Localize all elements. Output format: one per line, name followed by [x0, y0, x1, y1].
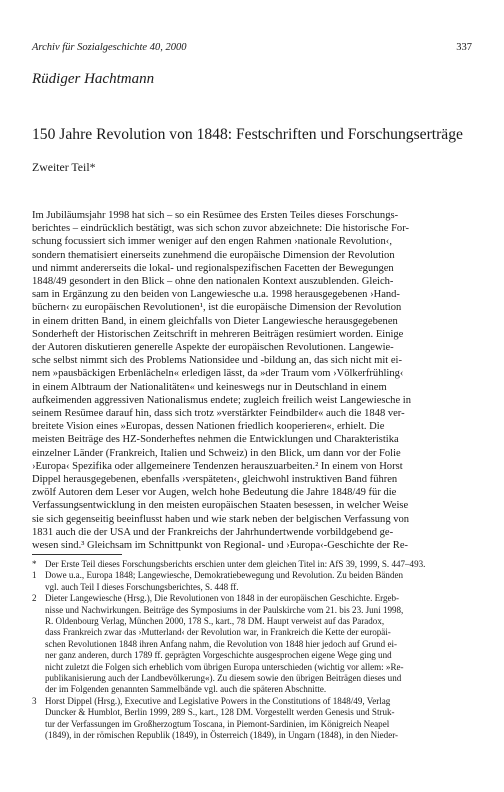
- body-line: seinem Resümee darauf hin, dass sich trotz »verstärkter Feindbilder« auch die 1848 ver-: [32, 408, 405, 420]
- body-line: Im Jubiläumsjahr 1998 hat sich – so ein Resümee des Ersten Teiles dieses Forschungs-: [32, 210, 399, 221]
- footnote-line: [32, 627, 472, 638]
- footnote-text: Horst Dippel (Hrsg.), Executive and Legislative Powers in the Constitutions of 1848/49, Verlag: [45, 695, 391, 706]
- footnote-text: vgl. auch Teil I dieses Forschungsberichtes, S. 448 ff.: [45, 581, 239, 592]
- footnote-marker: *: [32, 559, 37, 569]
- body-line: breitete Vision eines »Europas, dessen Nationen friedlich kooperieren«, erhielt. Die: [32, 421, 385, 433]
- footnote-text: (1849), in der römischen Republik (1849), in Österreich (1849), in Ungarn (1848), in den Nieder-: [45, 730, 399, 741]
- author-name: Rüdiger Hachtmann: [32, 71, 155, 87]
- page-number: 337: [456, 42, 472, 53]
- body-line: sondern thematisiert einerseits zunehmend die europäische Dimension der Revolution: [32, 249, 395, 261]
- footnote-text: Dieter Langewiesche (Hrsg.), Die Revolutionen von 1848 in der europäischen Geschichte. Ergeb-: [45, 593, 400, 604]
- body-paragraph: [32, 209, 472, 552]
- body-line: sam in Ergänzung zu den beiden von Langewiesche u.a. 1998 herausgegebenen ›Hand-: [32, 289, 400, 301]
- footnote-text: Duncker & Humblot, Berlin 1999, 289 S., kart., 128 DM. Vorgestellt werden Genesis und Struk-: [45, 707, 395, 718]
- body-line: in einem dritten Band, in einem gleichfalls von Dieter Langewiesche herausgegebenen: [32, 315, 398, 327]
- body-line: Dippel herausgegebenen, ebenfalls ›verspäteten‹, gleichwohl instruktiven Band führen: [32, 474, 398, 486]
- body-line: schung focussiert sich immer weniger auf den engen Rahmen ›nationale Revolution‹,: [32, 236, 392, 248]
- body-line: zwölf Autoren dem Leser vor Augen, welch hohe Bedeutung die Jahre 1848/49 für die: [32, 487, 397, 499]
- footnote-line: [32, 684, 472, 695]
- article-title: 150 Jahre Revolution von 1848: Festschriften und Forschungserträge: [32, 126, 463, 143]
- footnote-line: [32, 707, 472, 718]
- body-line: 1831 auch die der USA und der Frankreichs der Jahrhundertwende vorbildgebend ge-: [32, 526, 394, 538]
- body-line: sche selbst nimmt sich des Problems Nationsidee und -bildung an, das sich nicht mit ei-: [32, 355, 402, 367]
- footnote-separator: [32, 554, 122, 555]
- footnote-text: nisse und Nachwirkungen. Beiträge des Symposiums in der Paulskirche vom 21. bis 23. Juni 1998,: [45, 604, 404, 615]
- article-subtitle: Zweiter Teil*: [32, 160, 96, 174]
- footnote-line: [32, 616, 472, 627]
- body-line: 1848/49 gesondert in den Blick – ohne den nationalen Kontext auszublenden. Gleich-: [32, 276, 394, 288]
- footnote-text: Dowe u.a., Europa 1848; Langewiesche, Demokratiebewegung und Revolution. Zu beiden Bänden: [45, 570, 404, 581]
- footnote-text: dass Frankreich zwar das ›Mutterland‹ der Revolution war, in Frankreich die Kette der europäi-: [45, 627, 391, 638]
- footnote-line: [32, 605, 472, 616]
- footnote-line: [32, 582, 472, 593]
- body-line: der Autoren diskutieren generelle Aspekte der europäischen Revolutionen. Langewie-: [32, 342, 394, 354]
- footnote-text: nicht zuletzt die Folgen sich erheblich vom übrigen Europa unterschieden (wichtig vor allem: »Re-: [45, 661, 404, 672]
- footnote-text: Der Erste Teil dieses Forschungsberichts erschien unter dem gleichen Titel in: AfS 39, 1999, S. 447–493.: [45, 559, 426, 569]
- footnotes: [32, 559, 472, 742]
- footnote-line: [32, 593, 472, 604]
- footnote-text: schen Revolutionen 1848 ihren Anfang nahm, die Revolution von 1848 hier jedoch auf Grund ei-: [45, 638, 397, 649]
- footnote-line: [32, 719, 472, 730]
- body-line: Verfassungsentwicklung in den meisten europäischen Staaten besessen, in welcher Weise: [32, 500, 409, 512]
- body-line: aufkeimenden aggressiven Nationalismus endete; zugleich freilich weist Langewiesche in: [32, 394, 411, 406]
- body-line: meisten Beiträge des HZ-Sonderheftes nehmen die Entwicklungen und Charakteristika: [32, 434, 399, 446]
- footnote-line: [32, 662, 472, 673]
- journal-citation: Archiv für Sozialgeschichte 40, 2000: [32, 42, 187, 53]
- footnote-text: der im Folgenden genannten Sammelbände vgl. auch die späteren Abschnitte.: [45, 684, 327, 695]
- footnote-line: [32, 639, 472, 650]
- footnote-text: R. Oldenbourg Verlag, München 2000, 178 S., kart., 78 DM. Haupt verweist auf das Paradox,: [45, 616, 385, 627]
- footnote-line: [32, 673, 472, 684]
- footnote-line: [32, 650, 472, 661]
- footnote-line: [32, 730, 472, 741]
- body-line: büchern‹ zu europäischen Revolutionen¹, ist die europäische Dimension der Revolution: [32, 302, 402, 314]
- body-line: wesen sind.³ Gleichsam im Schnittpunkt von Regional- und ›Europa‹-Geschichte der Re-: [32, 540, 409, 552]
- footnote-marker: 3: [32, 695, 37, 706]
- footnote-line: [32, 559, 472, 570]
- body-line: berichtes – eindrücklich bestätigt, was sich schon zuvor abzeichnete: Die historische For-: [32, 223, 410, 235]
- body-line: einzelner Länder (Frankreich, Italien und Schweiz) in den Blick, um dann vor der Folie: [32, 447, 401, 459]
- body-line: und nimmt andererseits die lokal- und regionalspezifischen Facetten der Bewegungen: [32, 262, 394, 274]
- body-line: Sonderheft der Historischen Zeitschrift in mehreren Beiträgen resümiert worden. Einige: [32, 328, 404, 340]
- footnote-marker: 2: [32, 593, 37, 604]
- body-line: ›Europa‹ Spezifika oder allgemeinere Tendenzen herauszuarbeiten.² In einem von Horst: [32, 460, 403, 472]
- body-line: in einem Albtraum der Nationalitäten« und keineswegs nur in Deutschland in einem: [32, 381, 387, 393]
- body-line: sie sich gegenseitig beeinflusst haben und wie stark neben der belgischen Verfassung von: [32, 513, 410, 525]
- footnote-text: tur der Verfassungen im Großherzogtum Toscana, in Piemont-Sardinien, im Königreich Neapel: [45, 718, 390, 729]
- footnote-text: ner ganz anderen, durch 1789 ff. geprägten Vorgeschichte ausgesprochen eigene Wege ging und: [45, 650, 392, 661]
- body-line: nem »pausbäckigen Erbenlächeln« erledigen lässt, da »der Traum vom ›Völkerfrühling‹: [32, 368, 404, 380]
- footnote-line: [32, 696, 472, 707]
- footnote-line: [32, 570, 472, 581]
- running-header: [32, 42, 472, 54]
- footnote-text: publikanisierung auch der Landbevölkerung«). Zu diesem sowie den übrigen Beiträgen dieses und: [45, 673, 402, 684]
- footnote-marker: 1: [32, 570, 37, 581]
